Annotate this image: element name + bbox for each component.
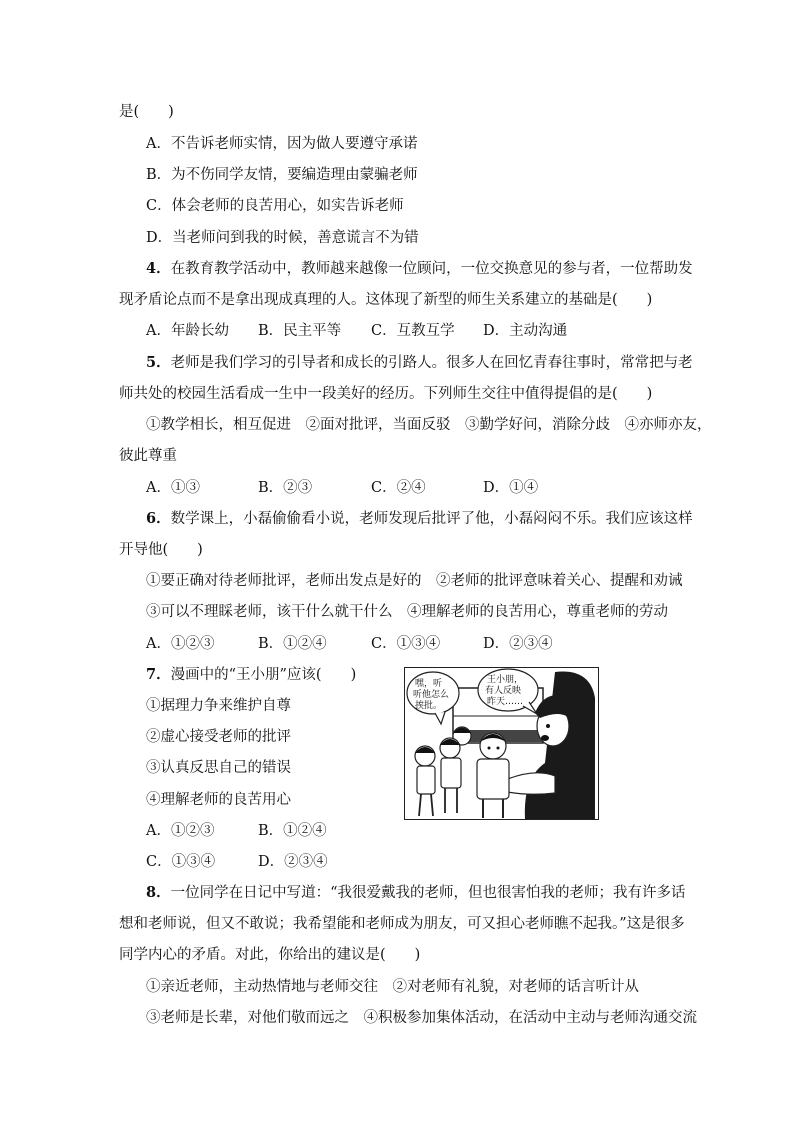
q7-item-3: ③认真反思自己的错误	[146, 760, 291, 776]
q6-items-line2: ③可以不理睬老师，该干什么就干什么 ④理解老师的良苦用心，尊重老师的劳动	[146, 604, 668, 620]
cartoon-bubble-left-line2: 听他怎么	[413, 690, 450, 700]
q5-number: 5．	[146, 354, 171, 371]
q7-stem-text: 漫画中的“王小朋”应该( )	[170, 667, 357, 683]
q6-stem-text: 数学课上，小磊偷偷看小说，老师发现后批评了他，小磊闷闷不乐。我们应该这样	[170, 511, 693, 527]
q4-option-c: C．互教互学	[371, 323, 455, 339]
cartoon-bubble-left-line1: 嘿，听	[415, 679, 443, 689]
q6-items-line1: ①要正确对待老师批评，老师出发点是好的 ②老师的批评意味着关心、提醒和劝诫	[146, 573, 683, 589]
cartoon-drawing	[405, 668, 598, 819]
cartoon-bubble-right-line2: 有人反映	[485, 686, 522, 696]
q4-option-a: A．年龄长幼	[146, 323, 229, 339]
q5-option-a: A．①③	[146, 480, 200, 496]
q7-item-1: ①据理力争来维护自尊	[146, 698, 291, 714]
q8-stem-line3: 同学内心的矛盾。对此，你给出的建议是( )	[119, 947, 421, 963]
cartoon-bubble-right-line3: 昨天……	[487, 697, 524, 707]
q6-number: 6．	[146, 510, 171, 527]
q7-stem	[146, 665, 356, 685]
q5-stem-text: 老师是我们学习的引导者和成长的引路人。很多人在回忆青春往事时，常常把与老	[170, 355, 693, 371]
q3-option-d: D．当老师问到我的时候，善意谎言不为错	[146, 230, 419, 246]
q8-number: 8．	[146, 884, 171, 901]
cartoon-bubble-left-line3: 挨批。	[415, 701, 443, 711]
q4-stem-line1	[146, 259, 693, 279]
q8-stem-text: 一位同学在日记中写道：“我很爱戴我的老师，但也很害怕我的老师；我有许多话	[170, 885, 686, 901]
cartoon-illustration	[404, 667, 599, 820]
q8-items-line1: ①亲近老师，主动热情地与老师交往 ②对老师有礼貌，对老师的话言听计从	[146, 979, 639, 995]
cartoon-bubble-right-line1: 王小朋，	[487, 675, 524, 685]
q7-option-b: B．①②④	[258, 823, 327, 839]
q5-items-line1: ①教学相长，相互促进 ②面对批评，当面反驳 ③勤学好问，消除分歧 ④亦师亦友，	[146, 417, 712, 433]
q8-stem-line1	[146, 883, 686, 903]
q6-option-d: D．②③④	[483, 636, 553, 652]
q7-option-a: A．①②③	[146, 823, 215, 839]
q8-items-line2: ③老师是长辈，对他们敬而远之 ④积极参加集体活动，在活动中主动与老师沟通交流	[146, 1010, 697, 1026]
q8-stem-line2: 想和老师说，但又不敢说；我希望能和老师成为朋友，可又担心老师瞧不起我。”这是很多	[119, 916, 685, 932]
q5-stem-line2: 师共处的校园生活看成一生中一段美好的经历。下列师生交往中值得提倡的是( )	[119, 386, 653, 402]
q3-option-a: A．不告诉老师实情，因为做人要遵守承诺	[146, 136, 418, 152]
q6-option-b: B．①②④	[258, 636, 327, 652]
q4-option-b: B．民主平等	[258, 323, 342, 339]
q5-option-d: D．①④	[483, 480, 539, 496]
q6-stem-line1	[146, 509, 693, 529]
q5-option-c: C．②④	[371, 480, 426, 496]
q7-option-d: D．②③④	[258, 854, 328, 870]
q4-number: 4．	[146, 260, 171, 277]
q5-stem-line1	[146, 353, 693, 373]
q6-option-c: C．①③④	[371, 636, 441, 652]
q5-items-line2: 彼此尊重	[119, 448, 177, 464]
q4-stem-line2: 现矛盾论点而不是拿出现成真理的人。这体现了新型的师生关系建立的基础是( )	[119, 292, 653, 308]
q7-option-c: C．①③④	[146, 854, 216, 870]
q5-option-b: B．②③	[258, 480, 313, 496]
q6-stem-line2: 开导他( )	[119, 542, 203, 558]
q3-option-c: C．体会老师的良苦用心，如实告诉老师	[146, 198, 404, 214]
q7-number: 7．	[146, 666, 171, 683]
q4-stem-text: 在教育教学活动中，教师越来越像一位顾问，一位交换意见的参与者，一位帮助发	[170, 261, 693, 277]
q3-option-b: B．为不伤同学友情，要编造理由蒙骗老师	[146, 167, 418, 183]
q3-stem-tail: 是( )	[119, 104, 174, 120]
q4-option-d: D．主动沟通	[483, 323, 568, 339]
q7-item-4: ④理解老师的良苦用心	[146, 792, 291, 808]
q7-item-2: ②虚心接受老师的批评	[146, 729, 291, 745]
q6-option-a: A．①②③	[146, 636, 215, 652]
